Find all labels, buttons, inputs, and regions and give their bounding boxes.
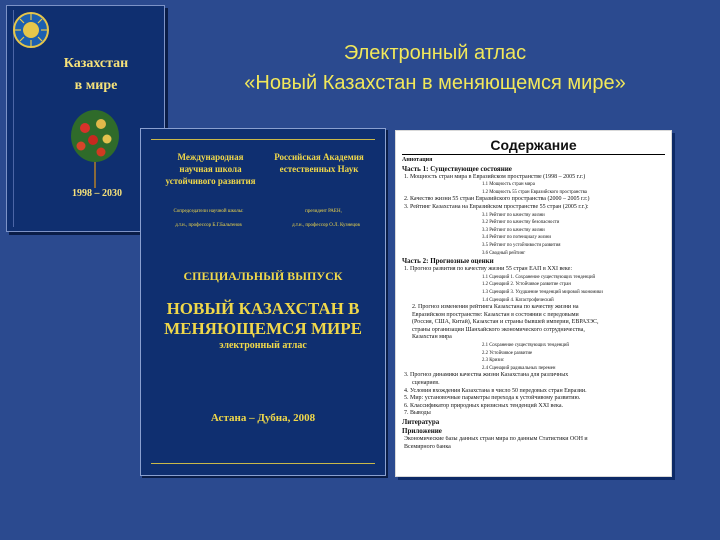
contents-line: 3. Прогноз динамики качества жизни Казахстана для различных [404, 372, 569, 379]
contents-line: 3.4 Рейтинг по потенциалу жизни [482, 235, 551, 241]
contents-line: Литература [402, 418, 440, 426]
contents-line: 1.2 Мощность 55 стран Евразийского пространства [482, 189, 587, 195]
cover-org-left: Международная научная школа устойчивого развития [165, 152, 256, 186]
cover-special-issue: СПЕЦИАЛЬНЫЙ ВЫПУСК [183, 269, 343, 283]
contents-line: 2.3 Кризис [482, 358, 504, 364]
cover-small-left-1: Сопредседатели научной школы: [173, 209, 244, 214]
cover-small-right-1: президент РАЕН, [305, 209, 342, 214]
contents-line: Экономические базы данных стран мира по данным Статистики ООН и [404, 436, 588, 442]
book-years: 1998 – 2030 [72, 188, 122, 199]
contents-line: сценариев. [412, 380, 440, 387]
cover-small-left-2: д.т.н., профессор Б.Г.Бальтенов [175, 223, 242, 228]
cover-small-right-2: д.т.н., профессор О.Л. Кузнецов [292, 223, 360, 228]
contents-line: 2.4 Сценарий радикальных перемен [482, 365, 556, 371]
contents-line: 5. Мир: установочные параметры перехода к устойчивому развитию. [404, 395, 581, 402]
contents-line: Всемирного банка [404, 443, 451, 450]
contents-line: 1.1 Сценарий 1. Сохранение существующих тенденций [482, 274, 596, 280]
contents-line: 1.3 Сценарий 3. Ухудшение тенденций мировой экономики [482, 289, 603, 295]
contents-line: 3.5 Рейтинг по устойчивости развития [482, 242, 561, 248]
contents-line: 1. Прогноз развития по качеству жизни 55 стран ЕАП в XXI веке: [404, 266, 573, 273]
contents-heading: Содержание [490, 137, 577, 153]
cover-main-title: НОВЫЙ КАЗАХСТАН В МЕНЯЮЩЕМСЯ МИРЕ [164, 299, 362, 338]
contents-line: 2. Качество жизни 55 стран Евразийского пространства (2000 – 2005 г.г.) [404, 196, 590, 203]
cover-org-right: Российская Академия естественных Наук [274, 152, 364, 174]
contents-line: (Россия, США, Китай), Казахстан и страны бывшей империи, ЕВРАЗЭС, [412, 319, 599, 326]
contents-line: 2. Прогноз изменения рейтинга Казахстана по качеству жизни на [412, 304, 579, 311]
contents-line: Аннотация [402, 157, 433, 163]
contents-line: Часть 1: Существующее состояние [402, 164, 512, 173]
contents-line: Приложение [402, 427, 442, 435]
contents-line: 1.2 Сценарий 2. Устойчивое развитие стран [482, 282, 571, 288]
contents-line: 3.2 Рейтинг по качеству безопасности [482, 220, 560, 226]
slide-title [170, 38, 700, 98]
slide-title-line1: Электронный атлас [343, 42, 527, 64]
contents-line: 2.2 Устойчивое развитие [482, 350, 533, 356]
contents-line: 7. Выводы [404, 410, 431, 417]
contents-list [402, 157, 665, 451]
contents-line: 3.3 Рейтинг по качеству жизни [482, 227, 545, 233]
book-title-line1: Казахстан [63, 56, 129, 71]
cover-subtitle: электронный атлас [219, 340, 307, 351]
contents-line: 1.4 Сценарий 4. Катастрофический [482, 297, 554, 303]
book-title [41, 53, 151, 97]
special-issue-cover [140, 128, 386, 476]
contents-line: Евразийском пространстве: Казахстан в состоянии с передовыми [412, 311, 579, 318]
kazakhstan-emblem-icon [11, 10, 51, 50]
contents-line: Казахстан мира [412, 334, 452, 341]
slide-title-line2: «Новый Казахстан в меняющемся мире» [244, 72, 626, 94]
book-title-line2: в мире [74, 78, 118, 93]
contents-line: 2.1 Сохранение существующих тенденций [482, 343, 569, 349]
contents-line: 1.1 Мощность стран мира [482, 182, 535, 188]
contents-line: страны организации Шанхайского экономического сотрудничества, [412, 326, 585, 333]
contents-page [395, 130, 672, 477]
apple-tree-image [65, 106, 125, 188]
contents-line: 3.1 Рейтинг по качеству жизни [482, 212, 545, 218]
contents-line: Часть 2: Прогнозные оценки [402, 257, 494, 266]
contents-line: 3. Рейтинг Казахстана на Евразийском пространстве 55 стран (2005 г.г.): [404, 203, 589, 210]
cover-place-date: Астана – Дубна, 2008 [210, 412, 316, 424]
contents-line: 3.6 Сводный рейтинг [482, 250, 526, 256]
contents-line: 1. Мощность стран мира в Евразийском пространстве (1998 – 2005 г.г.) [404, 173, 586, 180]
contents-line: 6. Классификатор природных кризисных тенденций XXI века. [404, 402, 563, 409]
contents-line: 4. Условия вхождения Казахстана в число 50 передовых стран Евразии. [404, 387, 587, 394]
